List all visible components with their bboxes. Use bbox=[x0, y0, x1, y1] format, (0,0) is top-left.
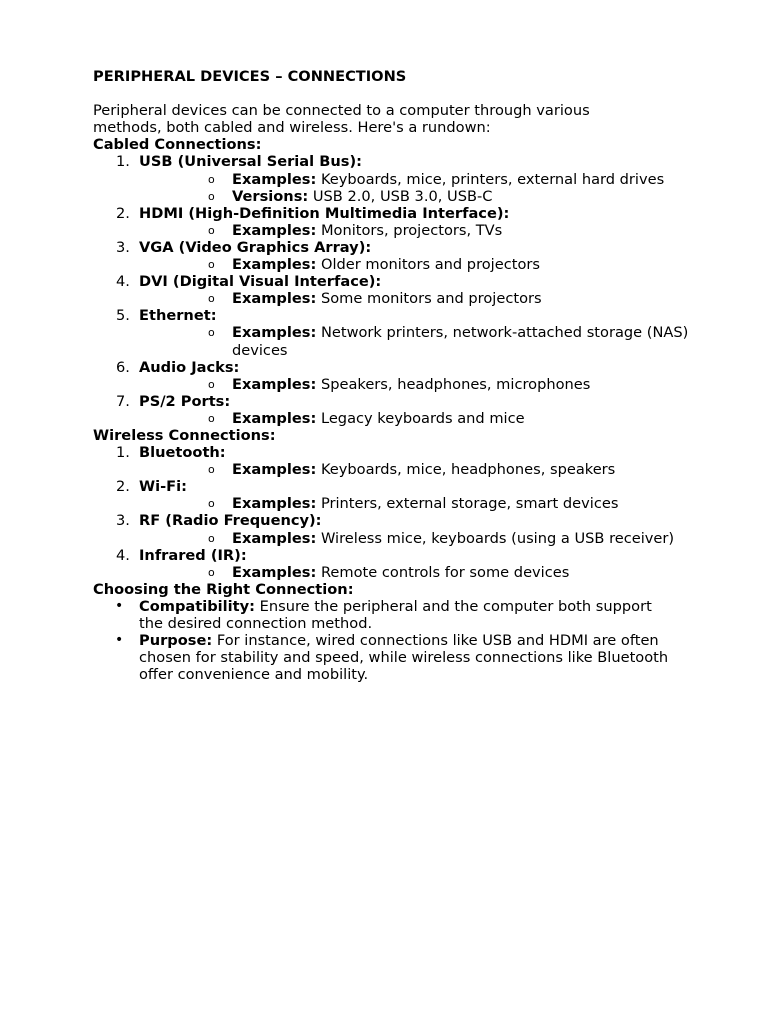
cabled-connections-list bbox=[93, 153, 733, 427]
sub-list-item bbox=[139, 564, 732, 581]
list-item-wifi bbox=[93, 478, 733, 512]
list-number: 3. bbox=[116, 512, 130, 530]
wireless-connections-list bbox=[93, 444, 733, 581]
list-number: 2. bbox=[116, 478, 130, 496]
sub-list-item bbox=[139, 461, 732, 478]
list-number: 1. bbox=[116, 444, 130, 462]
sub-item-text: Keyboards, mice, headphones, speakers bbox=[320, 461, 616, 479]
list-item-label: Audio Jacks: bbox=[139, 358, 240, 376]
circle-bullet-icon: o bbox=[208, 377, 215, 391]
circle-bullet-icon: o bbox=[208, 223, 215, 237]
list-item-bluetooth bbox=[93, 444, 733, 478]
intro-paragraph: Peripheral devices can be connected to a computer through various methods, both cabled and wireless. Here's a rundown: bbox=[93, 102, 590, 137]
sub-item-key: Versions: bbox=[232, 187, 309, 205]
list-item-ethernet bbox=[93, 307, 733, 358]
sub-item-text: Older monitors and projectors bbox=[320, 256, 540, 274]
list-number: 3. bbox=[116, 238, 130, 256]
sub-item-text: Keyboards, mice, printers, external hard drives bbox=[320, 170, 665, 188]
list-item-label: Bluetooth: bbox=[139, 444, 226, 462]
sub-list-item bbox=[139, 495, 732, 512]
circle-bullet-icon: o bbox=[208, 326, 215, 340]
bullet-item-key: Purpose: bbox=[139, 632, 213, 650]
sub-list-item bbox=[139, 376, 732, 393]
list-number: 6. bbox=[116, 358, 130, 376]
choosing-connection-heading: Choosing the Right Connection: bbox=[93, 580, 354, 598]
sub-item-key: Examples: bbox=[232, 563, 317, 581]
list-number: 2. bbox=[116, 204, 130, 222]
circle-bullet-icon: o bbox=[208, 411, 215, 425]
list-item-hdmi bbox=[93, 205, 733, 239]
sub-item-key: Examples: bbox=[232, 256, 317, 274]
bullet-item-key: Compatibility: bbox=[139, 597, 255, 615]
circle-bullet-icon: o bbox=[208, 565, 215, 579]
bullet-item-text: Ensure the peripheral and the computer both support the desired connection method. bbox=[139, 597, 652, 632]
list-item-label: RF (Radio Frequency): bbox=[139, 512, 322, 530]
sub-item-key: Examples: bbox=[232, 461, 317, 479]
sub-item-text: Monitors, projectors, TVs bbox=[320, 221, 503, 239]
sub-item-key: Examples: bbox=[232, 409, 317, 427]
list-item-label: Wi-Fi: bbox=[139, 478, 187, 496]
list-item-ps2-ports bbox=[93, 393, 733, 427]
sub-list-item bbox=[139, 290, 732, 307]
sub-list bbox=[139, 376, 733, 393]
sub-list bbox=[139, 530, 733, 547]
list-item-audio-jacks bbox=[93, 359, 733, 393]
document-title: PERIPHERAL DEVICES – CONNECTIONS bbox=[93, 68, 407, 85]
sub-list bbox=[139, 410, 733, 427]
sub-item-text: Speakers, headphones, microphones bbox=[320, 375, 591, 393]
sub-list bbox=[139, 564, 733, 581]
sub-list-item bbox=[139, 171, 732, 188]
sub-list bbox=[139, 290, 733, 307]
circle-bullet-icon: o bbox=[208, 497, 215, 511]
sub-item-text: USB 2.0, USB 3.0, USB-C bbox=[312, 187, 493, 205]
sub-item-text: Some monitors and projectors bbox=[320, 290, 542, 308]
list-item-vga bbox=[93, 239, 733, 273]
list-item-label: VGA (Video Graphics Array): bbox=[139, 238, 372, 256]
sub-list-item bbox=[139, 222, 732, 239]
list-item-dvi bbox=[93, 273, 733, 307]
sub-list-item bbox=[139, 324, 732, 358]
sub-item-key: Examples: bbox=[232, 324, 317, 342]
sub-item-key: Examples: bbox=[232, 170, 317, 188]
sub-list-item bbox=[139, 530, 732, 547]
bullet-item-compatibility bbox=[93, 598, 679, 632]
sub-list bbox=[139, 222, 733, 239]
list-item-infrared bbox=[93, 547, 733, 581]
sub-list bbox=[139, 324, 733, 358]
sub-item-text: Remote controls for some devices bbox=[320, 563, 570, 581]
sub-item-text: Wireless mice, keyboards (using a USB receiver) bbox=[320, 529, 675, 547]
sub-list bbox=[139, 171, 733, 205]
sub-list bbox=[139, 461, 733, 478]
sub-item-text: Network printers, network-attached storage (NAS) devices bbox=[232, 324, 689, 359]
list-number: 4. bbox=[116, 546, 130, 564]
circle-bullet-icon: o bbox=[208, 258, 215, 272]
circle-bullet-icon: o bbox=[208, 172, 215, 186]
list-item-rf bbox=[93, 512, 733, 546]
sub-list bbox=[139, 495, 733, 512]
cabled-connections-heading: Cabled Connections: bbox=[93, 136, 262, 154]
circle-bullet-icon: o bbox=[208, 463, 215, 477]
sub-item-text: Printers, external storage, smart devices bbox=[320, 495, 619, 513]
list-number: 5. bbox=[116, 307, 130, 325]
list-item-label: Infrared (IR): bbox=[139, 546, 247, 564]
document-page bbox=[93, 68, 733, 683]
circle-bullet-icon: o bbox=[208, 292, 215, 306]
list-item-label: DVI (Digital Visual Interface): bbox=[139, 273, 382, 291]
choosing-connection-list bbox=[93, 598, 733, 683]
wireless-connections-heading: Wireless Connections: bbox=[93, 426, 276, 444]
sub-item-key: Examples: bbox=[232, 375, 317, 393]
sub-item-key: Examples: bbox=[232, 290, 317, 308]
sub-item-key: Examples: bbox=[232, 495, 317, 513]
bullet-item-text: For instance, wired connections like USB and HDMI are often chosen for stability and speed, while wireless connections like Bluetooth offer convenience and mobility. bbox=[139, 632, 669, 684]
bullet-icon: • bbox=[115, 632, 124, 649]
bullet-item-purpose bbox=[93, 632, 679, 683]
sub-item-text: Legacy keyboards and mice bbox=[320, 409, 525, 427]
list-number: 7. bbox=[116, 392, 130, 410]
sub-item-key: Examples: bbox=[232, 529, 317, 547]
list-item-usb bbox=[93, 153, 733, 204]
list-item-label: HDMI (High-Definition Multimedia Interface): bbox=[139, 204, 510, 222]
list-item-label: USB (Universal Serial Bus): bbox=[139, 153, 362, 171]
circle-bullet-icon: o bbox=[208, 189, 215, 203]
list-item-label: PS/2 Ports: bbox=[139, 392, 231, 410]
bullet-icon: • bbox=[115, 597, 124, 614]
list-number: 4. bbox=[116, 273, 130, 291]
sub-list-item bbox=[139, 188, 732, 205]
circle-bullet-icon: o bbox=[208, 531, 215, 545]
sub-list-item bbox=[139, 410, 732, 427]
sub-list-item bbox=[139, 256, 732, 273]
list-number: 1. bbox=[116, 153, 130, 171]
sub-item-key: Examples: bbox=[232, 221, 317, 239]
list-item-label: Ethernet: bbox=[139, 307, 217, 325]
sub-list bbox=[139, 256, 733, 273]
